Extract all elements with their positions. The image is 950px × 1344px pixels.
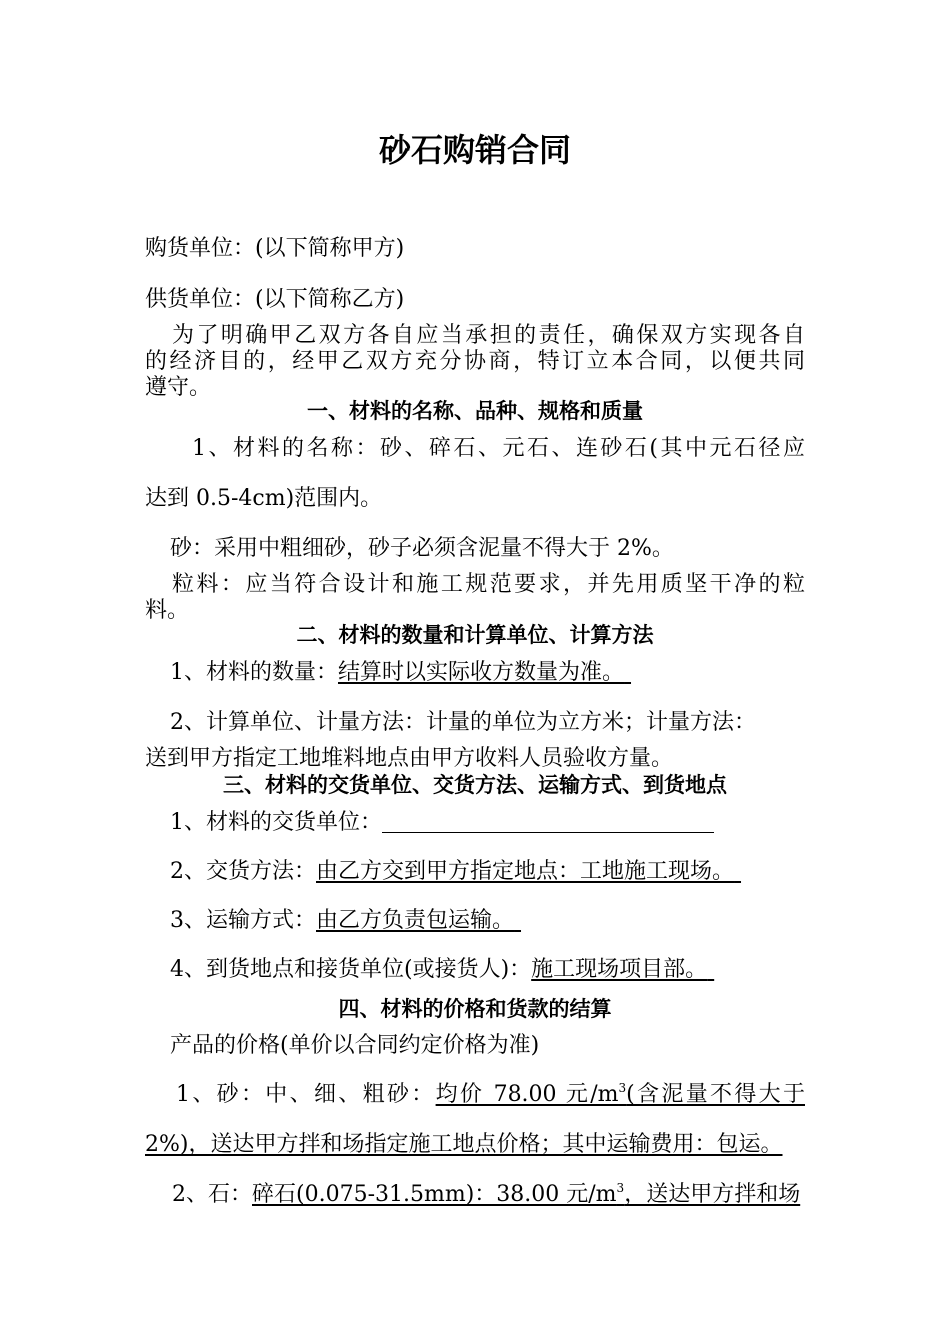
sand-price-note: (含泥量不得大于 — [626, 1082, 805, 1107]
buyer-line: 购货单位：(以下简称甲方) — [145, 236, 405, 261]
section-2-item-2-line-2: 送到甲方指定工地堆料地点由甲方收料人员验收方量。 — [145, 746, 674, 771]
cubic-superscript: 3 — [618, 1081, 627, 1095]
item-label: 1、材料的交货单位： — [170, 810, 382, 835]
stone-price — [252, 1182, 800, 1207]
section-1-item-1-line-1: 1、材料的名称：砂、碎石、元石、连砂石(其中元石径应 — [192, 436, 805, 461]
page-title: 砂石购销合同 — [378, 131, 571, 169]
cubic-superscript: 3 — [616, 1181, 625, 1195]
section-2-heading: 二、材料的数量和计算单位、计算方法 — [296, 623, 654, 647]
supplier-line: 供货单位：(以下简称乙方) — [145, 287, 405, 312]
preamble-line-3: 遵守。 — [145, 375, 212, 400]
stone-price-note: ，送达甲方拌和场 — [624, 1182, 801, 1207]
section-4-heading: 四、材料的价格和货款的结算 — [338, 997, 612, 1021]
granule-spec-line-2: 料。 — [145, 598, 190, 623]
section-1-heading: 一、材料的名称、品种、规格和质量 — [307, 399, 643, 423]
stone-price-text: 碎石(0.075-31.5mm)：38.00 元/m — [252, 1182, 617, 1207]
item-label: 1、砂：中、细、粗砂： — [176, 1082, 436, 1107]
price-intro: 产品的价格(单价以合同约定价格为准) — [170, 1033, 540, 1058]
transport-value: 由乙方负责包运输。 — [316, 908, 515, 933]
section-2-item-1 — [170, 660, 631, 686]
granule-spec-line-1: 粒料：应当符合设计和施工规范要求，并先用质坚干净的粒 — [172, 572, 805, 597]
item-label: 3、运输方式： — [170, 908, 316, 933]
underline-pad — [734, 859, 741, 884]
underline-pad — [624, 660, 631, 685]
section-4-item-1-line-2: 2%)，送达甲方拌和场指定施工地点价格；其中运输费用：包运。 — [145, 1132, 783, 1157]
sand-price — [436, 1082, 805, 1107]
underline-pad — [514, 908, 521, 933]
delivery-unit-blank — [382, 810, 714, 833]
underline-pad — [707, 957, 714, 982]
preamble-line-1: 为了明确甲乙双方各自应当承担的责任，确保双方实现各自 — [172, 323, 805, 348]
section-3-item-4 — [170, 957, 714, 983]
sand-price-text: 均价 78.00 元/m — [435, 1082, 619, 1107]
section-4-item-1-line-1 — [176, 1082, 805, 1108]
quantity-value: 结算时以实际收方数量为准。 — [338, 660, 625, 685]
item-label: 4、到货地点和接货单位(或接货人)： — [170, 957, 532, 982]
destination-value: 施工现场项目部。 — [531, 957, 708, 982]
section-4-item-2-line-1 — [172, 1182, 800, 1208]
section-3-item-2 — [170, 859, 741, 885]
section-1-item-1-line-2: 达到 0.5-4cm)范围内。 — [145, 486, 383, 511]
delivery-method-value: 由乙方交到甲方指定地点：工地施工现场。 — [316, 859, 735, 884]
section-3-item-3 — [170, 908, 521, 934]
section-2-item-2-line-1: 2、计算单位、计量方法：计量的单位为立方米；计量方法： — [170, 710, 756, 735]
section-3-item-1 — [170, 810, 714, 836]
item-label: 2、石： — [172, 1182, 252, 1207]
sand-spec: 砂：采用中粗细砂，砂子必须含泥量不得大于 2%。 — [170, 536, 674, 561]
item-label: 2、交货方法： — [170, 859, 316, 884]
preamble-line-2: 的经济目的，经甲乙双方充分协商，特订立本合同，以便共同 — [145, 349, 805, 374]
section-3-heading: 三、材料的交货单位、交货方法、运输方式、到货地点 — [223, 773, 727, 797]
item-label: 1、材料的数量： — [170, 660, 338, 685]
